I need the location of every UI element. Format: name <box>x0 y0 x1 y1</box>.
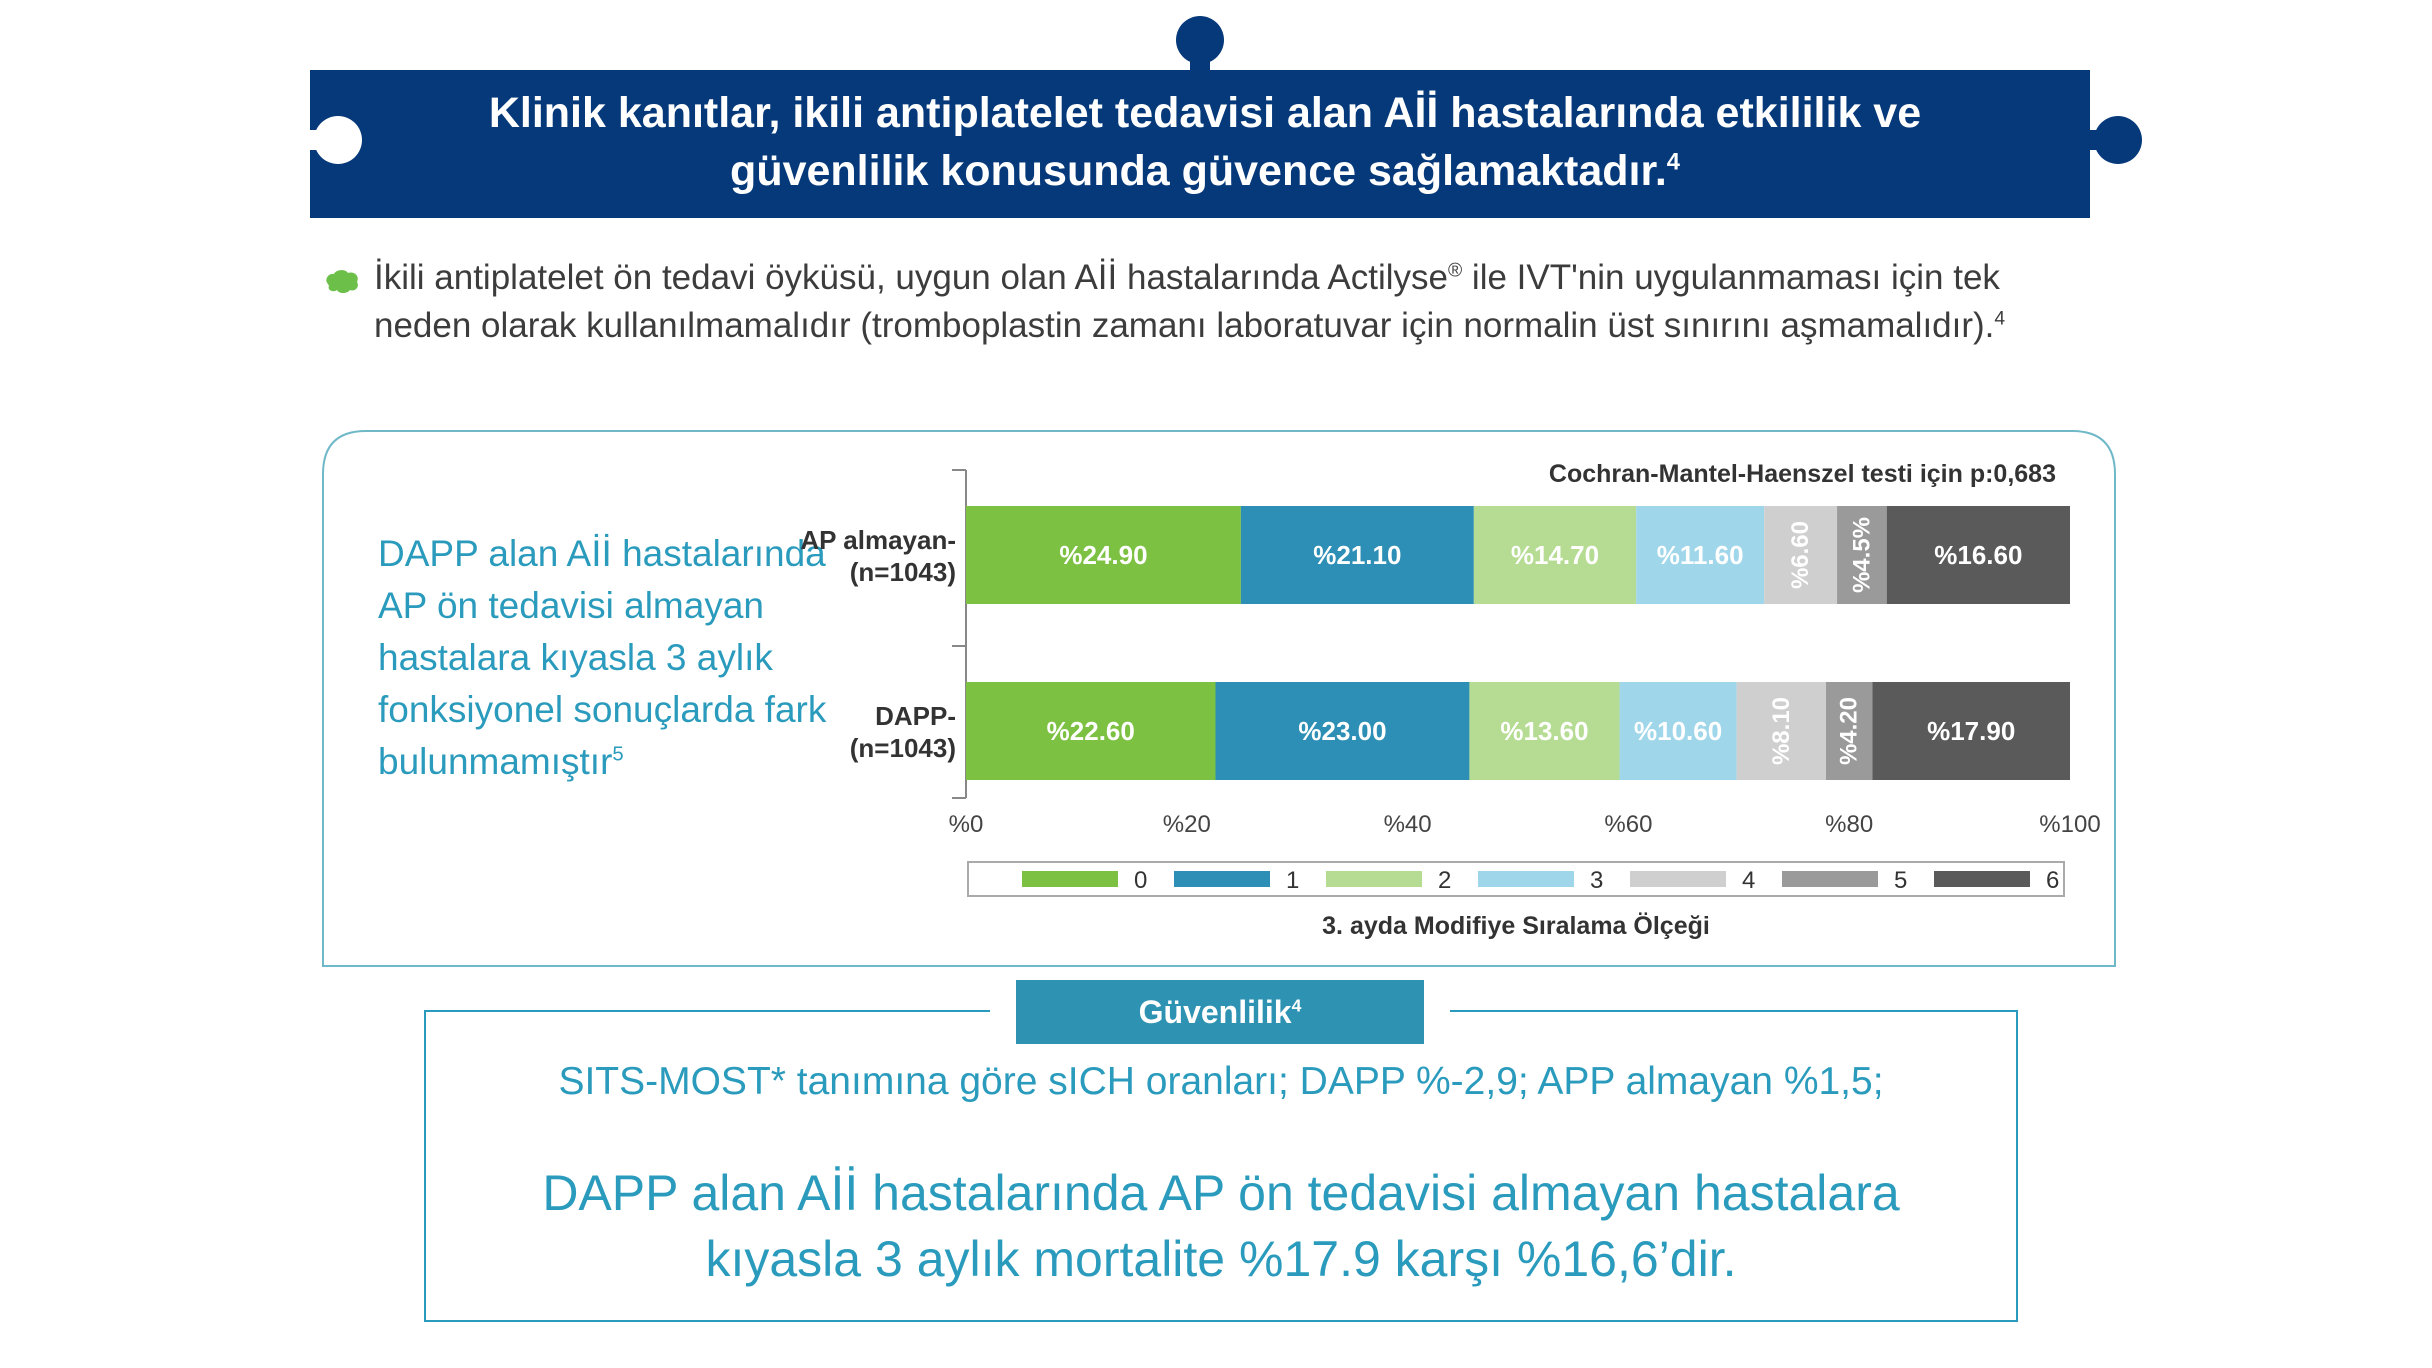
bar-value-label: %8.10 <box>1767 696 1795 766</box>
legend-swatch <box>1326 871 1422 887</box>
banner-title-line1: Klinik kanıtlar, ikili antiplatelet tedavisi alan Aİİ hastalarında etkililik ve <box>488 89 1922 137</box>
legend-label: 5 <box>1894 867 1908 894</box>
x-tick-label: %0 <box>948 811 984 838</box>
sich-rates: SITS-MOST* tanımına göre sICH oranları; DAPP %-2,9; APP almayan %1,5; <box>558 1060 1884 1103</box>
bar-value-label: %23.00 <box>1298 716 1387 746</box>
legend-swatch <box>1934 871 2030 887</box>
x-tick-label: %40 <box>1383 811 1432 838</box>
p-value-annotation: Cochran-Mantel-Haenszel testi için p:0,683 <box>1548 460 2056 488</box>
chart-caption-text: DAPP alan Aİİ hastalarında AP ön tedavisi almayan hastalara kıyasla 3 aylık fonksiyonel sonuçlarda fark bulunmamıştır <box>378 533 827 782</box>
bar-value-label: %6.60 <box>1787 520 1815 590</box>
bar-value-label: %17.90 <box>1927 716 2016 746</box>
safety-tab-ref: 4 <box>1291 995 1302 1016</box>
x-tick-label: %80 <box>1825 811 1874 838</box>
legend-swatch <box>1782 871 1878 887</box>
mortality-line1: DAPP alan Aİİ hastalarında AP ön tedavisi almayan hastalara <box>542 1165 1900 1221</box>
bar-value-label: %4.5% <box>1848 516 1876 594</box>
legend-label: 0 <box>1134 867 1148 894</box>
x-tick-label: %20 <box>1162 811 1211 838</box>
mortality-line2: kıyasla 3 aylık mortalite %17.9 karşı %16,6’dir. <box>705 1231 1737 1287</box>
category-label: DAPP- <box>875 701 956 731</box>
bar-value-label: %22.60 <box>1046 716 1135 746</box>
legend-label: 4 <box>1742 867 1756 894</box>
safety-tab <box>1016 980 1424 1044</box>
legend-swatch <box>1630 871 1726 887</box>
bar-value-label: %13.60 <box>1500 716 1589 746</box>
bar-value-label: %11.60 <box>1656 540 1744 570</box>
legend-label: 2 <box>1438 867 1452 894</box>
category-label-n: (n=1043) <box>849 557 956 587</box>
safety-tab-label: Güvenlilik <box>1138 994 1292 1030</box>
banner-title-line2: güvenlilik konusunda güvence sağlamaktadır. <box>730 147 1667 195</box>
banner-ref: 4 <box>1666 149 1680 176</box>
bar-value-label: %24.90 <box>1059 540 1148 570</box>
category-label-n: (n=1043) <box>849 733 956 763</box>
bar-value-label: %4.20 <box>1835 696 1863 766</box>
legend-swatch <box>1478 871 1574 887</box>
legend-swatch <box>1022 871 1118 887</box>
bar-value-label: %16.60 <box>1934 540 2023 570</box>
bar-value-label: %21.10 <box>1313 540 1402 570</box>
caption-ref: 5 <box>612 743 624 766</box>
bullet-text-part2: ile IVT'nin uygulanmaması için tek neden olarak kullanılmamalıdır (tromboplastin zamanı laboratuvar için normalin üst sınırını aşmamalıdır). <box>374 258 2000 345</box>
x-tick-label: %60 <box>1604 811 1653 838</box>
legend-label: 6 <box>2046 867 2060 894</box>
x-axis-title: 3. ayda Modifiye Sıralama Ölçeği <box>1322 912 1710 940</box>
bullet-ref: 4 <box>1994 308 2006 330</box>
bar-value-label: %10.60 <box>1633 716 1723 746</box>
legend-swatch <box>1174 871 1270 887</box>
category-label: AP almayan- <box>800 525 956 555</box>
legend-label: 1 <box>1286 867 1300 894</box>
bullet-text-part1: İkili antiplatelet ön tedavi öyküsü, uygun olan Aİİ hastalarında Actilyse <box>374 258 1448 297</box>
x-tick-label: %100 <box>2039 811 2101 838</box>
registered-mark: ® <box>1448 260 1463 282</box>
legend-label: 3 <box>1590 867 1604 894</box>
bar-value-label: %14.70 <box>1510 540 1600 570</box>
mortality-statement <box>424 1160 2018 1292</box>
